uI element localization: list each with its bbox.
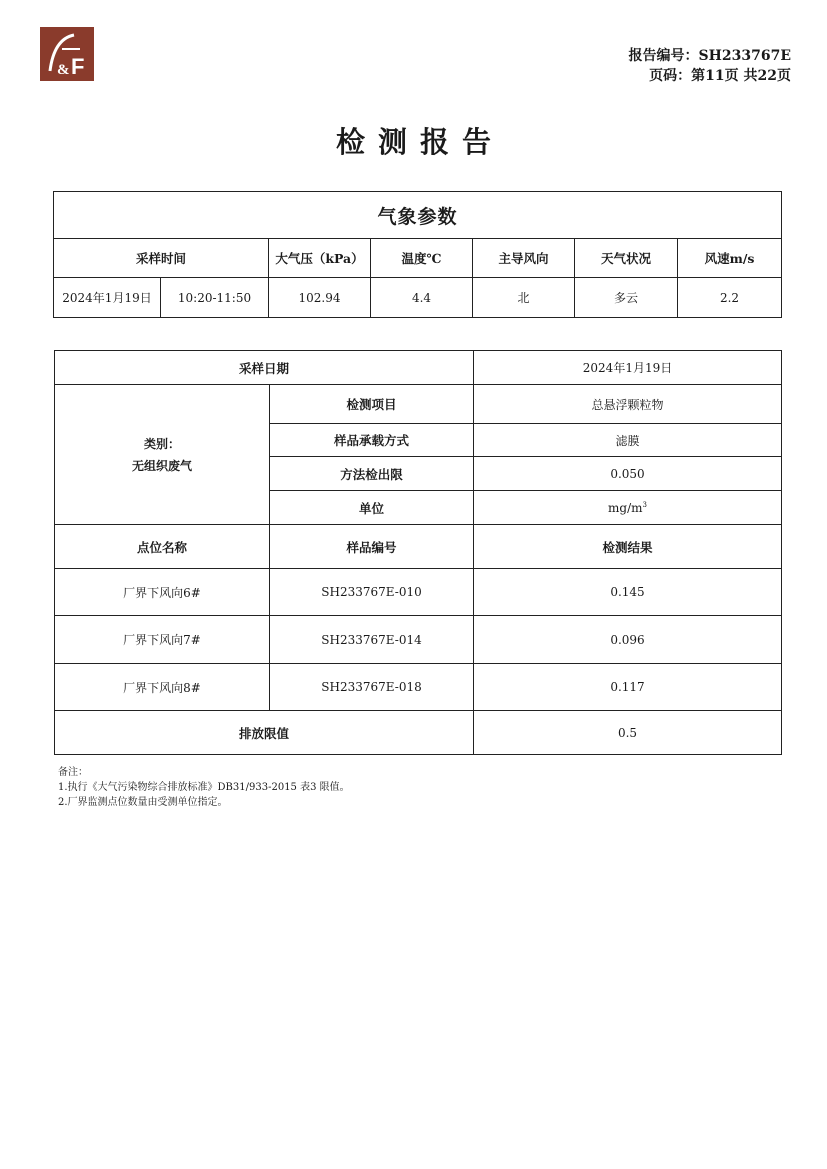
- weather-value: 多云: [575, 278, 678, 318]
- result-value: 0.145: [474, 569, 782, 616]
- sampling-time: 10:20-11:50: [161, 278, 269, 318]
- table-row: [55, 664, 782, 711]
- detection-limit-label: 方法检出限: [270, 457, 474, 491]
- temperature-value: 4.4: [371, 278, 473, 318]
- wind-direction-value: 北: [473, 278, 575, 318]
- svg-text:F: F: [71, 54, 85, 79]
- header-temperature: 温度℃: [371, 239, 473, 278]
- note-line: 2.厂界监测点位数量由受测单位指定。: [58, 797, 228, 808]
- category-value: 无组织废气: [131, 458, 192, 473]
- header-wind-speed: 风速m/s: [678, 239, 782, 278]
- item-value: 总悬浮颗粒物: [474, 385, 782, 424]
- header-weather: 天气状况: [575, 239, 678, 278]
- sample-id: SH233767E-014: [270, 616, 474, 664]
- site-name: 厂界下风向8#: [55, 664, 270, 711]
- site-name: 厂界下风向7#: [55, 616, 270, 664]
- header-pressure: 大气压（kPa）: [269, 239, 371, 278]
- sampling-date-value: 2024年1月19日: [474, 351, 782, 385]
- limit-label: 排放限值: [55, 711, 474, 755]
- header-sampling-time: 采样时间: [54, 239, 269, 278]
- sample-id: SH233767E-018: [270, 664, 474, 711]
- detection-limit-value: 0.050: [474, 457, 782, 491]
- col-header-site: 点位名称: [55, 525, 270, 569]
- carrier-label: 样品承载方式: [270, 424, 474, 457]
- unit-value: $mg/m^3$: [474, 491, 782, 525]
- weather-table: [53, 191, 782, 318]
- note-line: 1.执行《大气污染物综合排放标准》DB31/933-2015 表3 限值。: [58, 782, 350, 793]
- limit-value: 0.5: [474, 711, 782, 755]
- table-row: [55, 569, 782, 616]
- sample-id: SH233767E-010: [270, 569, 474, 616]
- item-label: 检测项目: [270, 385, 474, 424]
- notes: [58, 765, 350, 810]
- unit-label: 单位: [270, 491, 474, 525]
- company-logo: [40, 27, 94, 81]
- table-row: [55, 616, 782, 664]
- weather-caption: 气象参数: [54, 192, 782, 239]
- sampling-date: 2024年1月19日: [54, 278, 161, 318]
- category-label: 类别：: [143, 436, 180, 451]
- results-table: [54, 350, 782, 755]
- page-indicator: 页码：第11页 共22页: [649, 68, 791, 84]
- carrier-value: 滤膜: [474, 424, 782, 457]
- result-value: 0.117: [474, 664, 782, 711]
- header-meta: [629, 46, 791, 86]
- col-header-result: 检测结果: [474, 525, 782, 569]
- col-header-sample: 样品编号: [270, 525, 474, 569]
- notes-heading: 备注：: [58, 767, 88, 778]
- site-name: 厂界下风向6#: [55, 569, 270, 616]
- result-value: 0.096: [474, 616, 782, 664]
- pressure-value: 102.94: [269, 278, 371, 318]
- page-title: 检测报告: [335, 125, 504, 159]
- svg-text:&: &: [57, 62, 70, 78]
- sampling-date-label: 采样日期: [55, 351, 474, 385]
- category-cell: [55, 385, 270, 525]
- report-number: 报告编号：SH233767E: [628, 48, 791, 64]
- wind-speed-value: 2.2: [678, 278, 782, 318]
- header-wind-direction: 主导风向: [473, 239, 575, 278]
